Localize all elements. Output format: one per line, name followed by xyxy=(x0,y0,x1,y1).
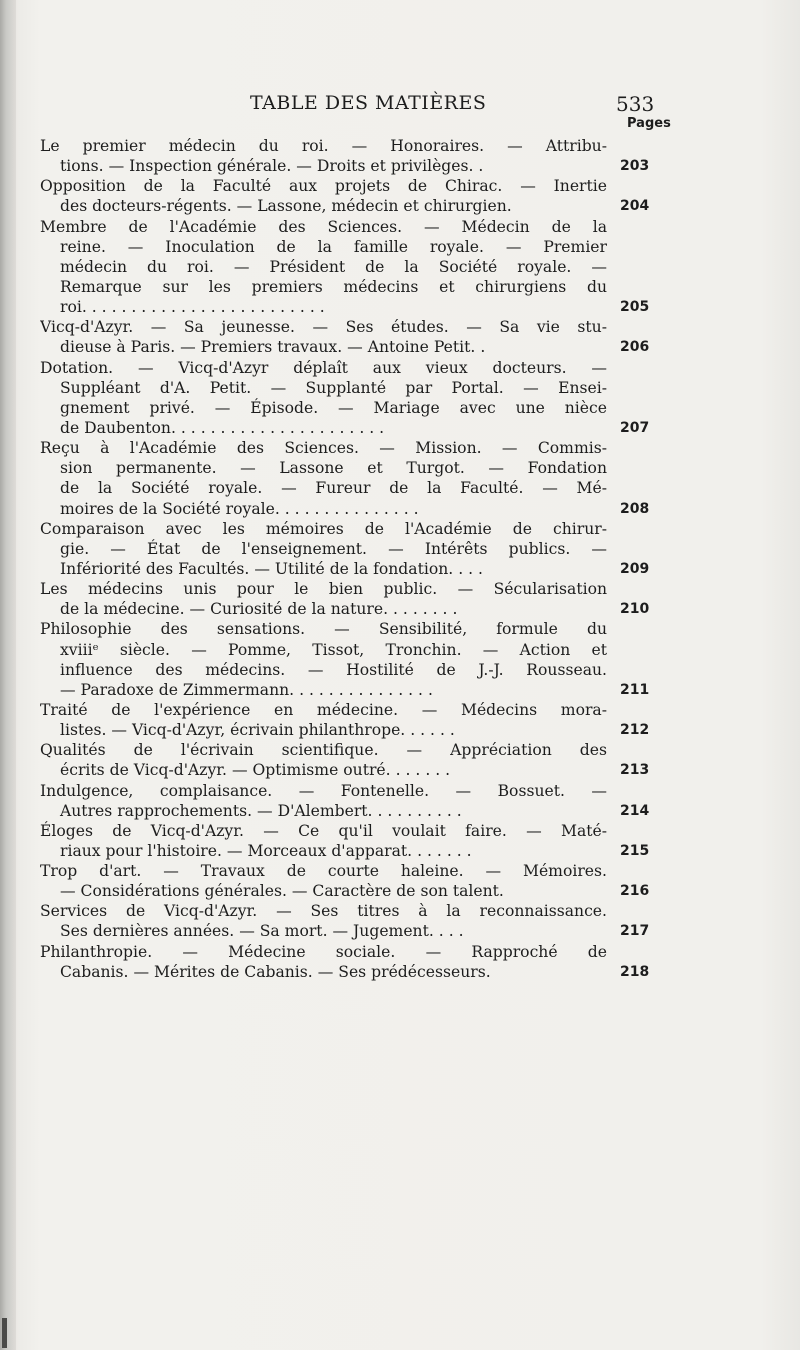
toc-entry-line: de la médecine. — Curiosité de la nature. . . . . . . . xyxy=(60,600,458,619)
toc-entry-line: Ses dernières années. — Sa mort. — Jugement. . . . xyxy=(60,922,464,941)
toc-entry-line: roi. . . . . . . . . . . . . . . . . . . . . . . . . xyxy=(60,298,325,317)
toc-entry-line: dieuse à Paris. — Premiers travaux. — Antoine Petit. . xyxy=(60,338,486,357)
toc-entry-line: de Daubenton. . . . . . . . . . . . . . . . . . . . . . xyxy=(60,418,385,437)
toc-entry-line: xviiiᵉ siècle. — Pomme, Tissot, Tronchin. — Action et xyxy=(60,640,607,659)
toc-entry-line: Opposition de la Faculté aux projets de Chirac. — Inertie xyxy=(40,177,607,196)
toc-entry-line: Comparaison avec les mémoires de l'Académie de chirur- xyxy=(40,519,607,538)
toc-entry-line: Qualités de l'écrivain scientifique. — Appréciation des xyxy=(40,741,607,760)
toc-entry-page: 212 xyxy=(620,722,650,739)
toc-entry xyxy=(40,358,660,439)
toc-entry-line: de la Société royale. — Fureur de la Faculté. — Mé- xyxy=(60,479,607,498)
toc-entry-line: influence des médecins. — Hostilité de J.-J. Rousseau. xyxy=(60,660,607,679)
toc-entry-page: 208 xyxy=(620,500,650,517)
toc-entry xyxy=(40,619,660,700)
toc-entry-page: 205 xyxy=(620,299,650,316)
toc-entry-line: Reçu à l'Académie des Sciences. — Mission. — Commis- xyxy=(40,439,607,458)
toc-entry xyxy=(40,821,660,861)
toc-entry xyxy=(40,519,660,579)
toc-entry xyxy=(40,901,660,941)
toc-entry-line: Le premier médecin du roi. — Honoraires. — Attribu- xyxy=(40,137,607,155)
toc-entry-line: Philanthropie. — Médecine sociale. — Rapproché de xyxy=(40,942,607,961)
toc-entry-page: 214 xyxy=(620,802,650,819)
toc-entry-line: tions. — Inspection générale. — Droits et privilèges. . xyxy=(60,157,484,176)
toc-entry-line: Infériorité des Facultés. — Utilité de la fondation. . . . xyxy=(60,559,483,578)
page-header xyxy=(0,92,800,122)
toc-entry-line: Dotation. — Vicq-d'Azyr déplaît aux vieux docteurs. — xyxy=(40,358,607,377)
toc-entry-line: Membre de l'Académie des Sciences. — Médecin de la xyxy=(40,217,607,236)
toc-entry xyxy=(40,217,660,318)
toc-entry xyxy=(40,579,660,619)
toc-entry-page: 216 xyxy=(620,883,650,900)
running-title: TABLE DES MATIÈRES xyxy=(250,92,487,114)
toc-entry xyxy=(40,740,660,780)
pages-column-label: Pages xyxy=(627,116,671,131)
toc-entry xyxy=(40,176,660,216)
toc-entry-line: — Considérations générales. — Caractère de son talent. xyxy=(60,882,504,901)
toc-entry-line: Traité de l'expérience en médecine. — Médecins mora- xyxy=(40,700,607,719)
toc-entry-line: Les médecins unis pour le bien public. — Sécularisation xyxy=(40,580,607,599)
gutter-mark xyxy=(2,1318,7,1348)
toc-entry-line: Autres rapprochements. — D'Alembert. . . . . . . . . . xyxy=(60,801,462,820)
toc-entry-page: 215 xyxy=(620,842,650,859)
toc-entry-line: Vicq-d'Azyr. — Sa jeunesse. — Ses études. — Sa vie stu- xyxy=(40,318,607,337)
toc-entry-line: Suppléant d'A. Petit. — Supplanté par Portal. — Ensei- xyxy=(60,378,607,397)
toc-entry-line: Services de Vicq-d'Azyr. — Ses titres à la reconnaissance. xyxy=(40,902,607,921)
toc-entry-line: gie. — État de l'enseignement. — Intérêts publics. — xyxy=(60,539,607,558)
table-of-contents xyxy=(40,136,660,982)
toc-entry xyxy=(40,942,660,982)
book-gutter xyxy=(0,0,16,1350)
toc-entry-line: Cabanis. — Mérites de Cabanis. — Ses prédécesseurs. xyxy=(60,962,491,981)
toc-entry-line: Philosophie des sensations. — Sensibilité, formule du xyxy=(40,620,607,639)
toc-entry-line: reine. — Inoculation de la famille royale. — Premier xyxy=(60,237,607,256)
toc-entry-line: Indulgence, complaisance. — Fontenelle. — Bossuet. — xyxy=(40,781,607,800)
toc-entry-line: médecin du roi. — Président de la Société royale. — xyxy=(60,257,607,276)
toc-entry-line: Remarque sur les premiers médecins et chirurgiens du xyxy=(60,277,607,296)
toc-entry-line: moires de la Société royale. . . . . . . . . . . . . . . xyxy=(60,499,419,518)
toc-entry xyxy=(40,861,660,901)
toc-entry xyxy=(40,438,660,519)
page-number: 533 xyxy=(616,92,655,116)
toc-entry-line: Trop d'art. — Travaux de courte haleine. — Mémoires. xyxy=(40,862,607,881)
toc-entry xyxy=(40,781,660,821)
toc-entry-line: listes. — Vicq-d'Azyr, écrivain philanthrope. . . . . . xyxy=(60,721,455,740)
toc-entry-page: 203 xyxy=(620,158,650,175)
toc-entry-page: 211 xyxy=(620,681,650,698)
toc-entry xyxy=(40,317,660,357)
toc-entry-page: 204 xyxy=(620,198,650,215)
toc-entry xyxy=(40,700,660,740)
toc-entry xyxy=(40,136,660,176)
toc-entry-page: 217 xyxy=(620,923,650,940)
toc-entry-line: sion permanente. — Lassone et Turgot. — Fondation xyxy=(60,459,607,478)
toc-entry-line: écrits de Vicq-d'Azyr. — Optimisme outré. . . . . . . xyxy=(60,761,451,780)
toc-entry-line: gnement privé. — Épisode. — Mariage avec une nièce xyxy=(60,398,607,417)
toc-entry-page: 210 xyxy=(620,601,650,618)
toc-entry-page: 207 xyxy=(620,419,650,436)
toc-entry-page: 218 xyxy=(620,963,650,980)
toc-entry-page: 206 xyxy=(620,339,650,356)
toc-entry-line: Éloges de Vicq-d'Azyr. — Ce qu'il voulait faire. — Maté- xyxy=(40,821,607,840)
toc-entry-line: — Paradoxe de Zimmermann. . . . . . . . . . . . . . . xyxy=(60,680,433,699)
toc-entry-page: 209 xyxy=(620,560,650,577)
toc-entry-page: 213 xyxy=(620,762,650,779)
toc-entry-line: riaux pour l'histoire. — Morceaux d'apparat. . . . . . . xyxy=(60,841,472,860)
toc-entry-line: des docteurs-régents. — Lassone, médecin et chirurgien. xyxy=(60,197,512,216)
